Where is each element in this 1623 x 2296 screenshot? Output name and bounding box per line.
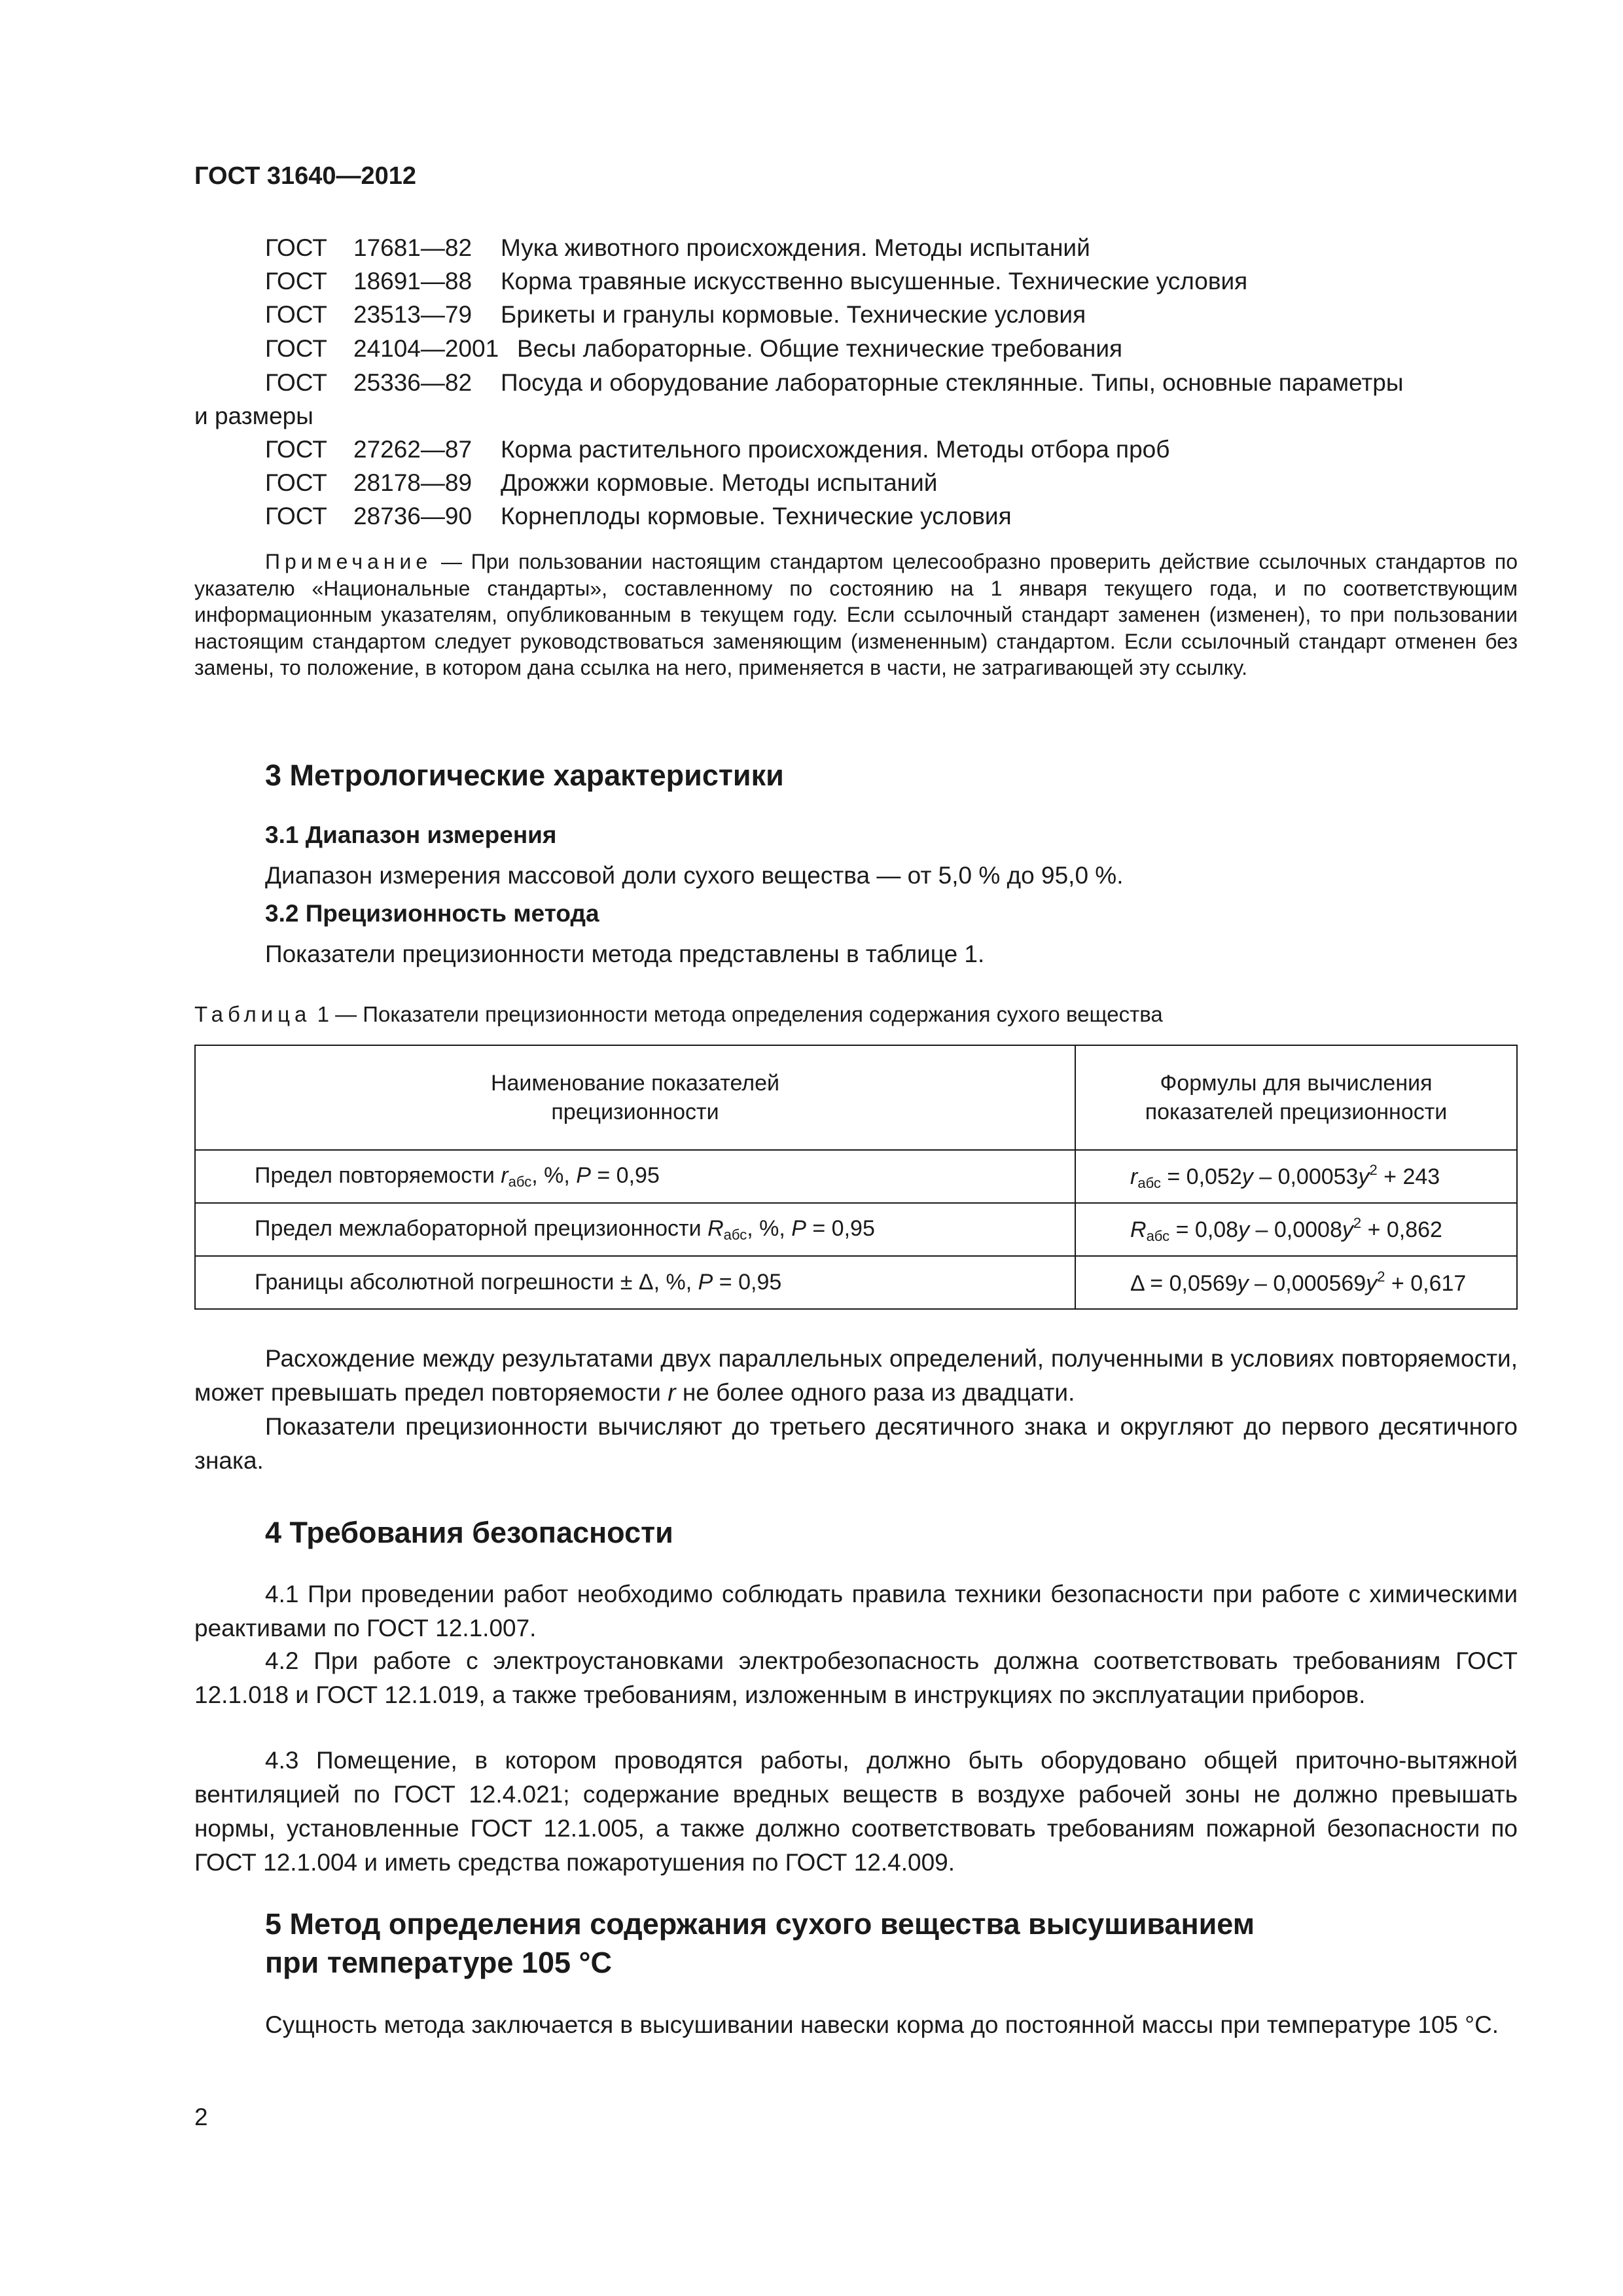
note-text: — При пользовании настоящим стандартом целесообразно проверить действие ссылочных стандартов по указателю «Национальные стандарты», составленному по состоянию на 1 января текущего года, и по соответствующим информационным указателям, опубликованным в текущем году. Если ссылочный стандарт заменен (изменен), то при пользовании настоящим стандартом следует руководствоваться заменяющим (измененным) стандартом. Если ссылочный стандарт отменен без замены, то положение, в котором дана ссылка на него, применяется в части, не затрагивающей эту ссылку.: [194, 550, 1518, 679]
table-row: [195, 1150, 1517, 1203]
section-3-2-title: 3.2 Прецизионность метода: [265, 900, 599, 927]
reference-number: 24104—2001: [353, 335, 499, 362]
note-block: [194, 548, 1518, 681]
precision-table: [194, 1045, 1518, 1310]
paragraph-4-2: 4.2 При работе с электроустановками электробезопасность должна соответствовать требованиям ГОСТ 12.1.018 и ГОСТ 12.1.019, а также требованиям, изложенным в инструкциях по эксплуатации приборов.: [194, 1647, 1518, 1708]
reference-code: ГОСТ: [265, 503, 327, 529]
section-4-title: 4 Требования безопасности: [265, 1516, 673, 1549]
table-row: [195, 1256, 1517, 1309]
table-cell-indicator: Предел межлабораторной прецизионности $R_{абс}$, %, P = 0,95: [195, 1203, 1075, 1256]
table-row: [195, 1203, 1517, 1256]
section-3-2-text: Показатели прецизионности метода представлены в таблице 1.: [265, 941, 985, 967]
reference-title: Весы лабораторные. Общие технические требования: [517, 335, 1123, 362]
reference-title: Корнеплоды кормовые. Технические условия: [501, 503, 1012, 529]
table-cell-formula: $\Delta = 0,0569y - 0,000569y^2 + 0,617$: [1075, 1256, 1517, 1309]
reference-title: Брикеты и гранулы кормовые. Технические условия: [501, 301, 1086, 328]
table-caption: [194, 1002, 1163, 1027]
reference-number: 27262—87: [353, 436, 473, 463]
note-label: Примечание: [265, 550, 433, 573]
reference-code: ГОСТ: [265, 369, 327, 396]
table-header-name: Наименование показателей прецизионности: [195, 1045, 1075, 1150]
paragraph-divergence: Расхождение между результатами двух параллельных определений, полученными в условиях повторяемости, может превышать предел повторяемости r не более одного раза из двадцати.: [194, 1345, 1518, 1406]
reference-title: Мука животного происхождения. Методы испытаний: [501, 234, 1090, 261]
table-header-row: [195, 1045, 1517, 1150]
table-cell-indicator: Границы абсолютной погрешности ± Δ, %, P = 0,95: [195, 1256, 1075, 1309]
section-3-1-text: Диапазон измерения массовой доли сухого вещества — от 5,0 % до 95,0 %.: [265, 862, 1124, 889]
section-5-title: 5 Метод определения содержания сухого вещества высушиванием при температуре 105 °С: [265, 1907, 1255, 1979]
reference-number: 25336—82: [353, 369, 473, 396]
reference-number: 28178—89: [353, 469, 473, 496]
table-header-formula: Формулы для вычисления показателей прецизионности: [1075, 1045, 1517, 1150]
table-cell-formula: $R_{абс} = 0,08y - 0,0008y^2 + 0,862$: [1075, 1203, 1517, 1256]
section-3-title: 3 Метрологические характеристики: [265, 759, 784, 792]
document-header: ГОСТ 31640—2012: [194, 162, 417, 190]
reference-title: Дрожжи кормовые. Методы испытаний: [501, 469, 938, 496]
reference-code: ГОСТ: [265, 436, 327, 463]
table-cell-formula: $r_{абс} = 0,052y - 0,00053y^2 + 243$: [1075, 1150, 1517, 1203]
table-caption-label: Таблица: [194, 1002, 312, 1026]
paragraph-4-3: 4.3 Помещение, в котором проводятся работы, должно быть оборудовано общей приточно-вытяжной вентиляцией по ГОСТ 12.4.021; содержание вредных веществ в воздухе рабочей зоны не должно превышать нормы, установленные ГОСТ 12.1.005, а также должно соответствовать требованиям пожарной безопасности по ГОСТ 12.1.004 и иметь средства пожаротушения по ГОСТ 12.4.009.: [194, 1747, 1518, 1876]
reference-title: Корма растительного происхождения. Методы отбора проб: [501, 436, 1170, 463]
reference-continuation: и размеры: [194, 403, 313, 429]
reference-number: 18691—88: [353, 268, 473, 295]
section-3-1-title: 3.1 Диапазон измерения: [265, 821, 557, 848]
reference-code: ГОСТ: [265, 301, 327, 328]
reference-title: Корма травяные искусственно высушенные. Технические условия: [501, 268, 1248, 295]
reference-number: 17681—82: [353, 234, 473, 261]
reference-code: ГОСТ: [265, 268, 327, 295]
paragraph-rounding: Показатели прецизионности вычисляют до третьего десятичного знака и округляют до первого десятичного знака.: [194, 1413, 1518, 1474]
reference-code: ГОСТ: [265, 469, 327, 496]
reference-code: ГОСТ: [265, 234, 327, 261]
table-cell-indicator: Предел повторяемости $r_{абс}$, %, P = 0,95: [195, 1150, 1075, 1203]
paragraph-4-1: 4.1 При проведении работ необходимо соблюдать правила техники безопасности при работе с химическими реактивами по ГОСТ 12.1.007.: [194, 1581, 1518, 1641]
reference-number: 23513—79: [353, 301, 473, 328]
reference-title: Посуда и оборудование лабораторные стеклянные. Типы, основные параметры: [501, 369, 1404, 396]
reference-number: 28736—90: [353, 503, 473, 529]
table-caption-text: 1 — Показатели прецизионности метода определения содержания сухого вещества: [317, 1002, 1163, 1026]
reference-code: ГОСТ: [265, 335, 327, 362]
paragraph-5-1: Сущность метода заключается в высушивании навески корма до постоянной массы при температуре 105 °С.: [265, 2011, 1499, 2038]
page-number: 2: [194, 2104, 208, 2130]
